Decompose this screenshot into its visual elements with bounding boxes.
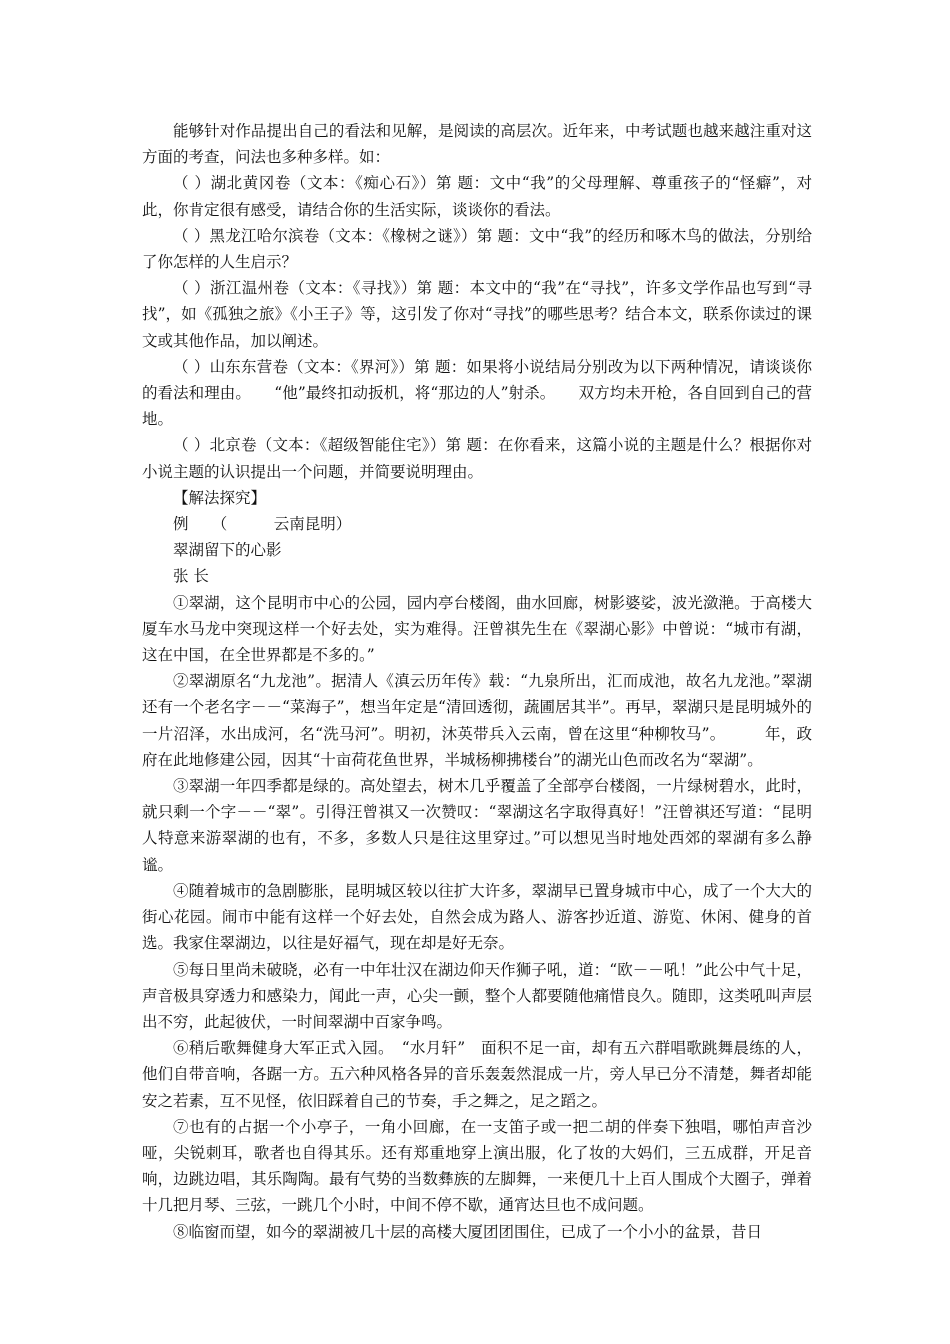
article-title: 翠湖留下的心影 <box>173 541 282 560</box>
article-paragraph: ⑦也有的占据一个小亭子，一角小回廊，在一支笛子或一把二胡的伴奏下独唱，哪怕声音沙哑，尖锐刺耳，歌者也自得其乐。还有郑重地穿上演出服，化了妆的大妈们，三五成群，开足音响，边跳边唱，其乐陶陶。最有气势的当数彝族的左脚舞，一来便几十上百人围成个大圈子，弹着十几把月琴、三弦，一跳几个小时，中间不停不歇，通宵达旦也不成问题。 <box>142 1117 812 1215</box>
article-paragraph: ④随着城市的急剧膨胀，昆明城区较以往扩大许多，翠湖早已置身城市中心，成了一个大大的街心花园。闹市中能有这样一个好去处，自然会成为路人、游客抄近道、游览、休闲、健身的首选。我家住翠湖边，以往是好福气，现在却是好无奈。 <box>142 881 812 953</box>
article-paragraph: ②翠湖原名“九龙池”。据清人《滇云历年传》载：“九泉所出，汇而成池，故名九龙池。”翠湖还有一个老名字－－“菜海子”，想当年定是“清回透彻，蔬圃居其半”。再早，翠湖只是昆明城外的一片沼泽，水出成河，名“洗马河”。明初，沐英带兵入云南，曾在这里“种柳牧马”。 年，政府在此地修建公园，因其“十亩荷花鱼世界，半城杨柳拂楼台”的湖光山色而改名为“翠湖”。 <box>142 672 812 769</box>
exam-item: （ ）浙江温州卷（文本：《寻找》）第 题：本文中的“我”在“寻找”，许多文学作品也写到“寻找”，如《孤独之旅》《小王子》等，这引发了你对“寻找”的哪些思考？结合本文，联系你读过的课文或其他作品，加以阐述。 <box>142 279 812 350</box>
section-heading: 【解法探究】 <box>173 488 267 507</box>
example-label: 例 （ 云南昆明） <box>173 515 352 534</box>
article-paragraph: ⑥稍后歌舞健身大军正式入园。 “水月轩” 面积不足一亩，却有五六群唱歌跳舞晨练的人，他们自带音响，各踞一方。五六种风格各异的音乐轰轰然混成一片，旁人早已分不清楚，舞者却能安之若素，互不见怪，依旧踩着自己的节奏，手之舞之，足之蹈之。 <box>142 1039 812 1110</box>
exam-item: （ ）北京卷（文本：《超级智能住宅》）第 题：在你看来，这篇小说的主题是什么？根据你对小说主题的认识提出一个问题，并简要说明理由。 <box>142 436 812 481</box>
article-paragraph: ⑤每日里尚未破晓，必有一中年壮汉在湖边仰天作狮子吼，道：“欧－－吼！”此公中气十足，声音极具穿透力和感染力，闻此一声，心尖一颤，整个人都要随他痛惜良久。随即，这类吼叫声层出不穷，此起彼伏，一时间翠湖中百家争鸣。 <box>142 960 812 1031</box>
exam-item: （ ）湖北黄冈卷（文本：《痴心石》）第 题：文中“我”的父母理解、尊重孩子的“怪癖”，对此，你肯定很有感受，请结合你的生活实际，谈谈你的看法。 <box>142 174 812 219</box>
article-paragraph: ⑧临窗而望，如今的翠湖被几十层的高楼大厦团团围住，已成了一个小小的盆景，昔日 <box>173 1222 763 1241</box>
document-page <box>142 118 812 1245</box>
article-paragraph: ①翠湖，这个昆明市中心的公园，园内亭台楼阁，曲水回廊，树影婆娑，波光潋滟。于高楼大厦车水马龙中突现这样一个好去处，实为难得。汪曾祺先生在《翠湖心影》中曾说：“城市有湖，这在中国，在全世界都是不多的。” <box>142 593 812 665</box>
article-paragraph: ③翠湖一年四季都是绿的。高处望去，树木几乎覆盖了全部亭台楼阁，一片绿树碧水，此时，就只剩一个字－－“翠”。引得汪曾祺又一次赞叹：“翠湖这名字取得真好！”汪曾祺还写道：“昆明人特意来游翠湖的也有，不多，多数人只是往这里穿过。”可以想见当时地处西郊的翠湖有多么静谧。 <box>142 777 812 874</box>
intro-paragraph: 能够针对作品提出自己的看法和见解，是阅读的高层次。近年来，中考试题也越来越注重对这方面的考查，问法也多种多样。如： <box>142 122 812 167</box>
exam-item: （ ）山东东营卷（文本：《界河》）第 题：如果将小说结局分别改为以下两种情况，请谈谈你的看法和理由。 “他”最终扣动扳机，将“那边的人”射杀。 双方均未开枪，各自回到自己的营地。 <box>142 357 812 429</box>
article-author: 张 长 <box>173 567 209 586</box>
exam-item: （ ）黑龙江哈尔滨卷（文本：《橡树之谜》）第 题：文中“我”的经历和啄木鸟的做法，分别给了你怎样的人生启示？ <box>142 226 812 272</box>
